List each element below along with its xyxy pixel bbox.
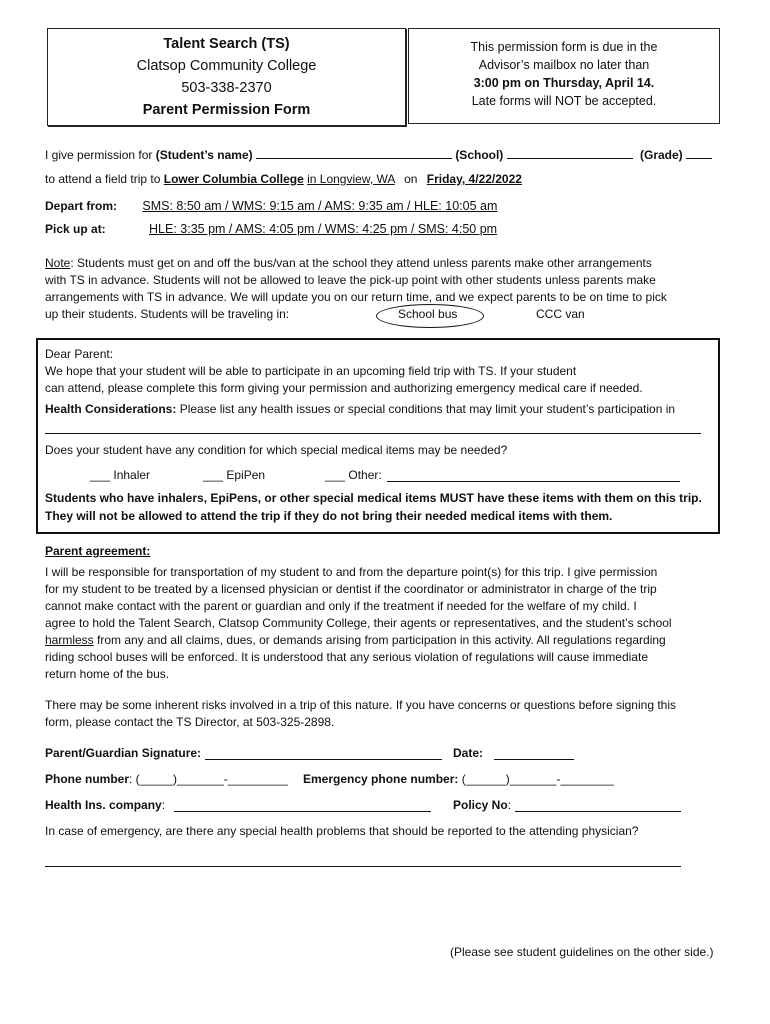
risk-line-1: There may be some inherent risks involved in a trip of this nature. If you have concerns or questions before signing this xyxy=(45,698,676,712)
emergency-phone-field[interactable]: (______)_______-________ xyxy=(458,772,614,786)
school-field[interactable] xyxy=(507,147,633,159)
policy-label: Policy No xyxy=(453,798,508,812)
emergency-answer-field[interactable] xyxy=(45,866,681,867)
health-label: Health Considerations: xyxy=(45,402,177,416)
agreement-line-4: agree to hold the Talent Search, Clatsop Community College, their agents or representatives, and the student’s school xyxy=(45,616,672,630)
agreement-line-7: return home of the bus. xyxy=(45,667,170,681)
note-line-1 xyxy=(45,255,652,272)
school-label: (School) xyxy=(455,148,504,162)
agreement-heading: Parent agreement: xyxy=(45,544,151,558)
option-ccc-van[interactable]: CCC van xyxy=(536,307,585,321)
permission-lead: I give permission for xyxy=(45,148,153,162)
attend-text: to attend a field trip to xyxy=(45,172,161,186)
late-warning: Late forms will NOT be accepted. xyxy=(471,94,657,108)
option-school-bus[interactable]: School bus xyxy=(398,307,458,321)
emergency-phone-label: Emergency phone number: xyxy=(303,772,459,786)
on-text: on xyxy=(404,172,418,186)
due-deadline: 3:00 pm on Thursday, April 14. xyxy=(473,76,655,90)
emergency-phone-line xyxy=(303,771,614,788)
signature-field[interactable] xyxy=(205,759,442,760)
agreement-line-1: I will be responsible for transportation of my student to and from the departure point(s) for this trip. I give permission xyxy=(45,565,658,579)
phone-label: Phone number xyxy=(45,772,130,786)
policy-field[interactable] xyxy=(515,811,681,812)
epipen-option[interactable]: ___ EpiPen xyxy=(203,468,266,482)
harmless-word: harmless xyxy=(45,633,94,647)
inhaler-option[interactable]: ___ Inhaler xyxy=(90,468,151,482)
permission-line xyxy=(45,147,712,164)
date-field[interactable] xyxy=(494,759,574,760)
other-option[interactable]: ___ Other: xyxy=(325,468,382,482)
trip-line xyxy=(45,171,522,188)
due-line-1: This permission form is due in the xyxy=(470,40,658,54)
emergency-question: In case of emergency, are there any special health problems that should be reported to the attending physician? xyxy=(45,824,639,838)
header-right-box xyxy=(408,28,720,124)
student-name-label: (Student’s name) xyxy=(155,148,253,162)
agreement-line-2: for my student to be treated by a licensed physician or dentist if the coordinator or administrator in charge of the trip xyxy=(45,582,657,596)
note-line-3: arrangements with TS in advance. We will update you on our return time, and we expect parents to be on time to pick xyxy=(45,290,667,304)
policy-line: Policy No: xyxy=(453,798,512,812)
agreement-line-3: cannot make contact with the parent or guardian and only if the treatment if needed for the welfare of my child. I xyxy=(45,599,637,613)
note-line-2: with TS in advance. Students will not be allowed to leave the pick-up point with other students unless parents make xyxy=(45,273,656,287)
trip-date: Friday, 4/22/2022 xyxy=(426,172,522,186)
greeting: Dear Parent: xyxy=(45,347,114,361)
form-title: Parent Permission Form xyxy=(142,102,311,118)
grade-field[interactable] xyxy=(686,147,712,159)
agreement-line-5-rest: from any and all claims, dues, or demands arising from participation in this activity. All regulations regarding xyxy=(93,633,666,647)
college-name: Clatsop Community College xyxy=(136,58,317,74)
student-name-field[interactable] xyxy=(256,147,452,159)
footer-note: (Please see student guidelines on the other side.) xyxy=(450,945,714,959)
program-title: Talent Search (TS) xyxy=(163,36,290,52)
pickup-times: HLE: 3:35 pm / AMS: 4:05 pm / WMS: 4:25 pm / SMS: 4:50 pm xyxy=(149,222,498,236)
medical-warning-1: Students who have inhalers, EpiPens, or other special medical items MUST have these items with them on this trip. xyxy=(45,491,702,505)
note-line-4: up their students. Students will be traveling in: xyxy=(45,307,290,321)
phone-field[interactable]: : (_____)_______-_________ xyxy=(129,772,288,786)
pickup-line xyxy=(45,221,497,238)
other-field[interactable] xyxy=(387,481,680,482)
depart-line xyxy=(45,198,497,215)
health-text: Please list any health issues or special conditions that may limit your student’s participation in xyxy=(176,402,676,416)
date-label: Date: xyxy=(453,746,484,760)
intro-line-2: can attend, please complete this form giving your permission and authorizing emergency medical care if needed. xyxy=(45,381,643,395)
special-items-question: Does your student have any condition for which special medical items may be needed? xyxy=(45,443,508,457)
college-phone: 503-338-2370 xyxy=(181,80,272,96)
note-text-1: : Students must get on and off the bus/van at the school they attend unless parents make other arrangements xyxy=(70,256,652,270)
agreement-line-5 xyxy=(45,632,666,649)
grade-label: (Grade) xyxy=(640,148,683,162)
medical-warning-2: They will not be allowed to attend the trip if they do not bring their needed medical items with them. xyxy=(45,509,613,523)
trip-location: in Longview, WA xyxy=(307,172,395,186)
pickup-label: Pick up at: xyxy=(45,222,106,236)
health-line xyxy=(45,401,675,418)
header-left-box xyxy=(47,28,406,126)
risk-line-2: form, please contact the TS Director, at 503-325-2898. xyxy=(45,715,335,729)
health-field[interactable] xyxy=(45,433,701,434)
depart-label: Depart from: xyxy=(45,199,118,213)
trip-destination: Lower Columbia College xyxy=(163,172,304,186)
insurance-label: Health Ins. company xyxy=(45,798,162,812)
signature-label: Parent/Guardian Signature: xyxy=(45,746,202,760)
note-label: Note xyxy=(45,256,71,270)
insurance-field[interactable] xyxy=(174,811,431,812)
intro-line-1: We hope that your student will be able to participate in an upcoming field trip with TS. If your student xyxy=(45,364,577,378)
agreement-line-6: riding school buses will be enforced. It is understood that any serious violation of regulations will cause immediate xyxy=(45,650,648,664)
insurance-line: Health Ins. company: xyxy=(45,798,166,812)
due-line-2: Advisor’s mailbox no later than xyxy=(478,58,650,72)
phone-line xyxy=(45,771,288,788)
depart-times: SMS: 8:50 am / WMS: 9:15 am / AMS: 9:35 am / HLE: 10:05 am xyxy=(142,199,498,213)
